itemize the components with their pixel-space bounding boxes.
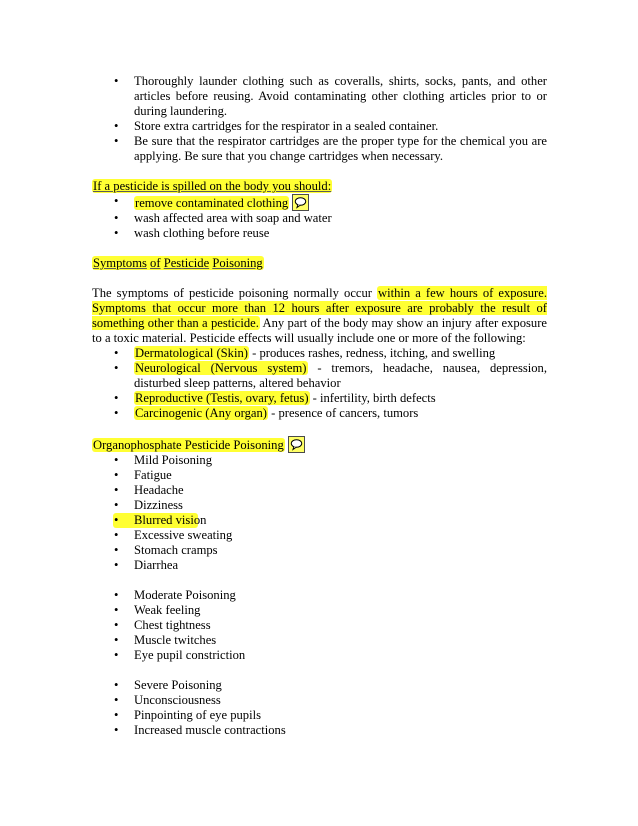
list-item — [114, 361, 547, 391]
bullet-icon: • — [114, 453, 119, 467]
list-item — [114, 483, 547, 498]
list-item-text: wash clothing before reuse — [134, 226, 270, 240]
paragraph-text: Any part of the body may show an injury after exposure to a toxic material. Pesticide effects will usually include one or more of the following: — [92, 316, 548, 345]
bullet-icon: • — [114, 708, 119, 722]
bullet-icon: • — [114, 119, 119, 133]
list-item — [114, 633, 547, 648]
laundering-bullet-list — [92, 74, 547, 164]
paragraph-text: The symptoms of pesticide poisoning normally occur — [92, 286, 378, 300]
list-item — [114, 74, 547, 119]
list-item — [114, 211, 547, 226]
bullet-icon: • — [114, 361, 119, 375]
list-item — [114, 194, 547, 211]
spill-list — [92, 194, 547, 241]
bullet-icon: • — [114, 483, 119, 497]
heading-word: Symptoms — [93, 256, 147, 270]
symptoms-heading — [92, 256, 547, 271]
heading-word: Pesticide — [163, 256, 210, 270]
list-item — [114, 134, 547, 164]
list-item-text: Diarrhea — [134, 558, 179, 572]
effect-name: Dermatological (Skin) — [135, 346, 248, 360]
highlighted-text: within a few hours of exposure. Symptoms that occur more than 12 hours after exposure are probably the result of something other than a pesticide. — [92, 286, 547, 330]
list-item-text: Excessive sweating — [134, 528, 233, 542]
severe-poisoning-list — [92, 678, 547, 738]
list-item-text: Unconsciousness — [134, 693, 221, 707]
list-item — [114, 498, 547, 513]
effect-description: - infertility, birth defects — [309, 391, 436, 405]
bullet-icon: • — [114, 513, 119, 527]
list-item-text: Mild Poisoning — [134, 453, 213, 467]
list-item-text: Increased muscle contractions — [134, 723, 286, 737]
bullet-icon: • — [114, 723, 119, 737]
bullet-icon: • — [114, 633, 119, 647]
list-item-text: Dizziness — [134, 498, 183, 512]
list-item-text: Stomach cramps — [134, 543, 218, 557]
list-item-text: Be sure that the respirator cartridges are the proper type for the chemical you are applying. Be sure that you change cartridges when necessary. — [134, 134, 547, 163]
list-item — [114, 708, 547, 723]
list-item-text: Eye pupil constriction — [134, 648, 246, 662]
list-item — [114, 678, 547, 693]
list-item — [114, 603, 547, 618]
bullet-icon: • — [114, 226, 119, 240]
list-item — [114, 543, 547, 558]
list-item — [114, 406, 547, 421]
mild-poisoning-list — [92, 453, 547, 573]
list-item — [114, 346, 547, 361]
organophosphate-heading-text: Organophosphate Pesticide Poisoning — [93, 438, 284, 452]
list-item-text: Store extra cartridges for the respirator in a sealed container. — [134, 119, 439, 133]
list-item — [114, 513, 547, 528]
bullet-icon: • — [114, 194, 119, 208]
effect-name: Neurological (Nervous system) — [135, 361, 307, 375]
bullet-icon: • — [114, 74, 119, 88]
bullet-icon: • — [114, 346, 119, 360]
list-item — [114, 468, 547, 483]
symptoms-paragraph — [92, 286, 547, 346]
list-item-text: Pinpointing of eye pupils — [134, 708, 261, 722]
bullet-icon: • — [114, 678, 119, 692]
bullet-icon: • — [114, 134, 119, 148]
list-item-text: Fatigue — [134, 468, 172, 482]
bullet-icon: • — [114, 543, 119, 557]
list-item — [114, 119, 547, 134]
effect-description: - tremors, headache, nausea, depression, disturbed sleep patterns, altered behavior — [134, 361, 547, 390]
moderate-poisoning-list — [92, 588, 547, 663]
comment-speech-bubble-icon[interactable] — [292, 194, 309, 211]
bullet-icon: • — [114, 648, 119, 662]
bullet-icon: • — [114, 603, 119, 617]
list-item — [114, 391, 547, 406]
heading-word: of — [150, 256, 161, 270]
heading-word: Poisoning — [212, 256, 263, 270]
bullet-icon: • — [114, 468, 119, 482]
bullet-icon: • — [114, 693, 119, 707]
list-item-text: Weak feeling — [134, 603, 201, 617]
list-item — [114, 723, 547, 738]
list-item-text: Blurred vision — [134, 513, 207, 527]
bullet-icon: • — [114, 406, 119, 420]
organophosphate-heading — [92, 436, 547, 453]
bullet-icon: • — [114, 588, 119, 602]
bullet-icon: • — [114, 211, 119, 225]
effect-description: - presence of cancers, tumors — [267, 406, 419, 420]
list-item — [114, 693, 547, 708]
list-item — [114, 588, 547, 603]
document-body — [92, 74, 547, 738]
list-item-text: remove contaminated clothing — [135, 196, 289, 210]
bullet-icon: • — [114, 618, 119, 632]
list-item-text: Moderate Poisoning — [134, 588, 236, 602]
effects-list — [92, 346, 547, 421]
list-item — [114, 558, 547, 573]
spill-heading-text: If a pesticide is spilled on the body you should: — [93, 179, 332, 193]
bullet-icon: • — [114, 391, 119, 405]
list-item — [114, 618, 547, 633]
bullet-icon: • — [114, 498, 119, 512]
list-item — [114, 648, 547, 663]
comment-speech-bubble-icon[interactable] — [288, 436, 305, 453]
spill-heading — [92, 179, 547, 194]
effect-name: Reproductive (Testis, ovary, fetus) — [135, 391, 309, 405]
list-item-text: wash affected area with soap and water — [134, 211, 332, 225]
list-item — [114, 453, 547, 468]
effect-name: Carcinogenic (Any organ) — [135, 406, 267, 420]
list-item — [114, 528, 547, 543]
list-item-text: Severe Poisoning — [134, 678, 222, 692]
list-item-text: Thoroughly launder clothing such as coveralls, shirts, socks, pants, and other articles before reusing. Avoid contaminating other clothing articles prior to or during laundering. — [134, 74, 547, 118]
bullet-icon: • — [114, 528, 119, 542]
list-item — [114, 226, 547, 241]
bullet-icon: • — [114, 558, 119, 572]
effect-description: - produces rashes, redness, itching, and swelling — [248, 346, 496, 360]
list-item-text: Chest tightness — [134, 618, 211, 632]
list-item-text: Headache — [134, 483, 184, 497]
list-item-text: Muscle twitches — [134, 633, 217, 647]
